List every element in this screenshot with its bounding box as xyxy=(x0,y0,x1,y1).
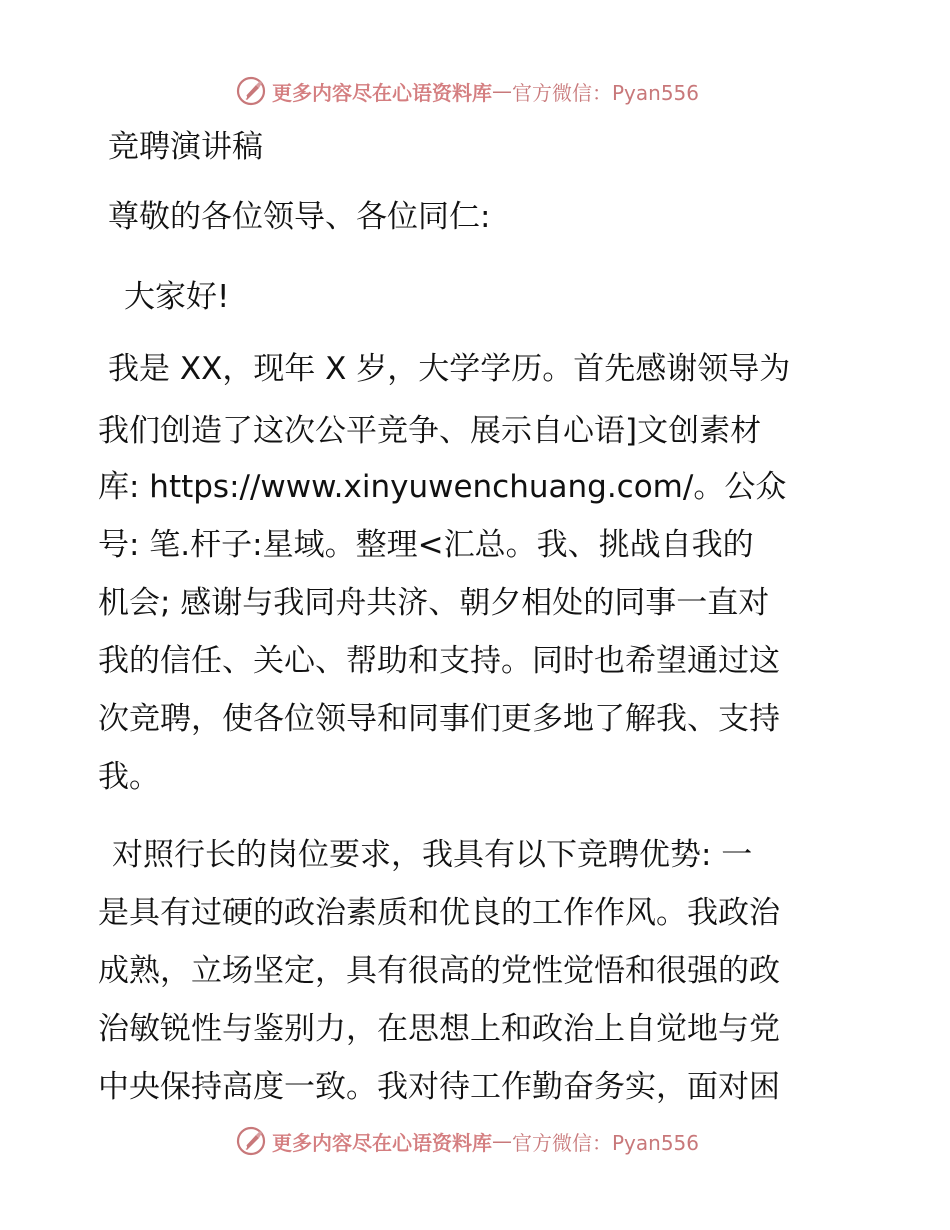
watermark-separator: — xyxy=(492,79,512,103)
paragraph-line: 我的信任、关心、帮助和支持。同时也希望通过这 xyxy=(98,643,780,679)
paragraph-line: 我。 xyxy=(98,759,160,795)
watermark-separator: — xyxy=(492,1129,512,1153)
watermark-brand: 更多内容尽在心语资料库 xyxy=(272,1130,492,1155)
paragraph-line: 对照行长的岗位要求，我具有以下竞聘优势: 一 xyxy=(112,837,753,873)
greeting-line: 尊敬的各位领导、各位同仁: xyxy=(108,199,491,235)
paragraph-line: 治敏锐性与鉴别力，在思想上和政治上自觉地与党 xyxy=(98,1011,780,1047)
paragraph-line: 是具有过硬的政治素质和优良的工作作风。我政治 xyxy=(98,895,780,931)
footer-watermark xyxy=(236,1124,699,1158)
watermark-wechat: 官方微信：Pyan556 xyxy=(512,1130,700,1155)
paragraph-line: 库: https://www.xinyuwenchuang.com/。公众 xyxy=(98,469,787,505)
paragraph-line: 机会; 感谢与我同舟共济、朝夕相处的同事一直对 xyxy=(98,585,770,621)
paragraph-line: 我们创造了这次公平竞争、展示自心语]文创素材 xyxy=(98,413,762,449)
watermark-wechat: 官方微信：Pyan556 xyxy=(512,80,700,105)
quill-pen-logo-icon xyxy=(236,76,266,106)
watermark-brand: 更多内容尽在心语资料库 xyxy=(272,80,492,105)
paragraph-line: 次竞聘，使各位领导和同事们更多地了解我、支持 xyxy=(98,701,780,737)
paragraph-line: 成熟，立场坚定，具有很高的党性觉悟和很强的政 xyxy=(98,953,780,989)
paragraph-line: 我是 XX，现年 X 岁，大学学历。首先感谢领导为 xyxy=(108,351,791,387)
paragraph-line: 号: 笔.杆子:星域。整理<汇总。我、挑战自我的 xyxy=(98,527,754,563)
header-watermark xyxy=(236,74,699,108)
hello-line: 大家好! xyxy=(124,279,230,315)
paragraph-line: 中央保持高度一致。我对待工作勤奋务实，面对困 xyxy=(98,1069,780,1105)
quill-pen-logo-icon xyxy=(236,1126,266,1156)
document-title: 竞聘演讲稿 xyxy=(108,129,263,165)
